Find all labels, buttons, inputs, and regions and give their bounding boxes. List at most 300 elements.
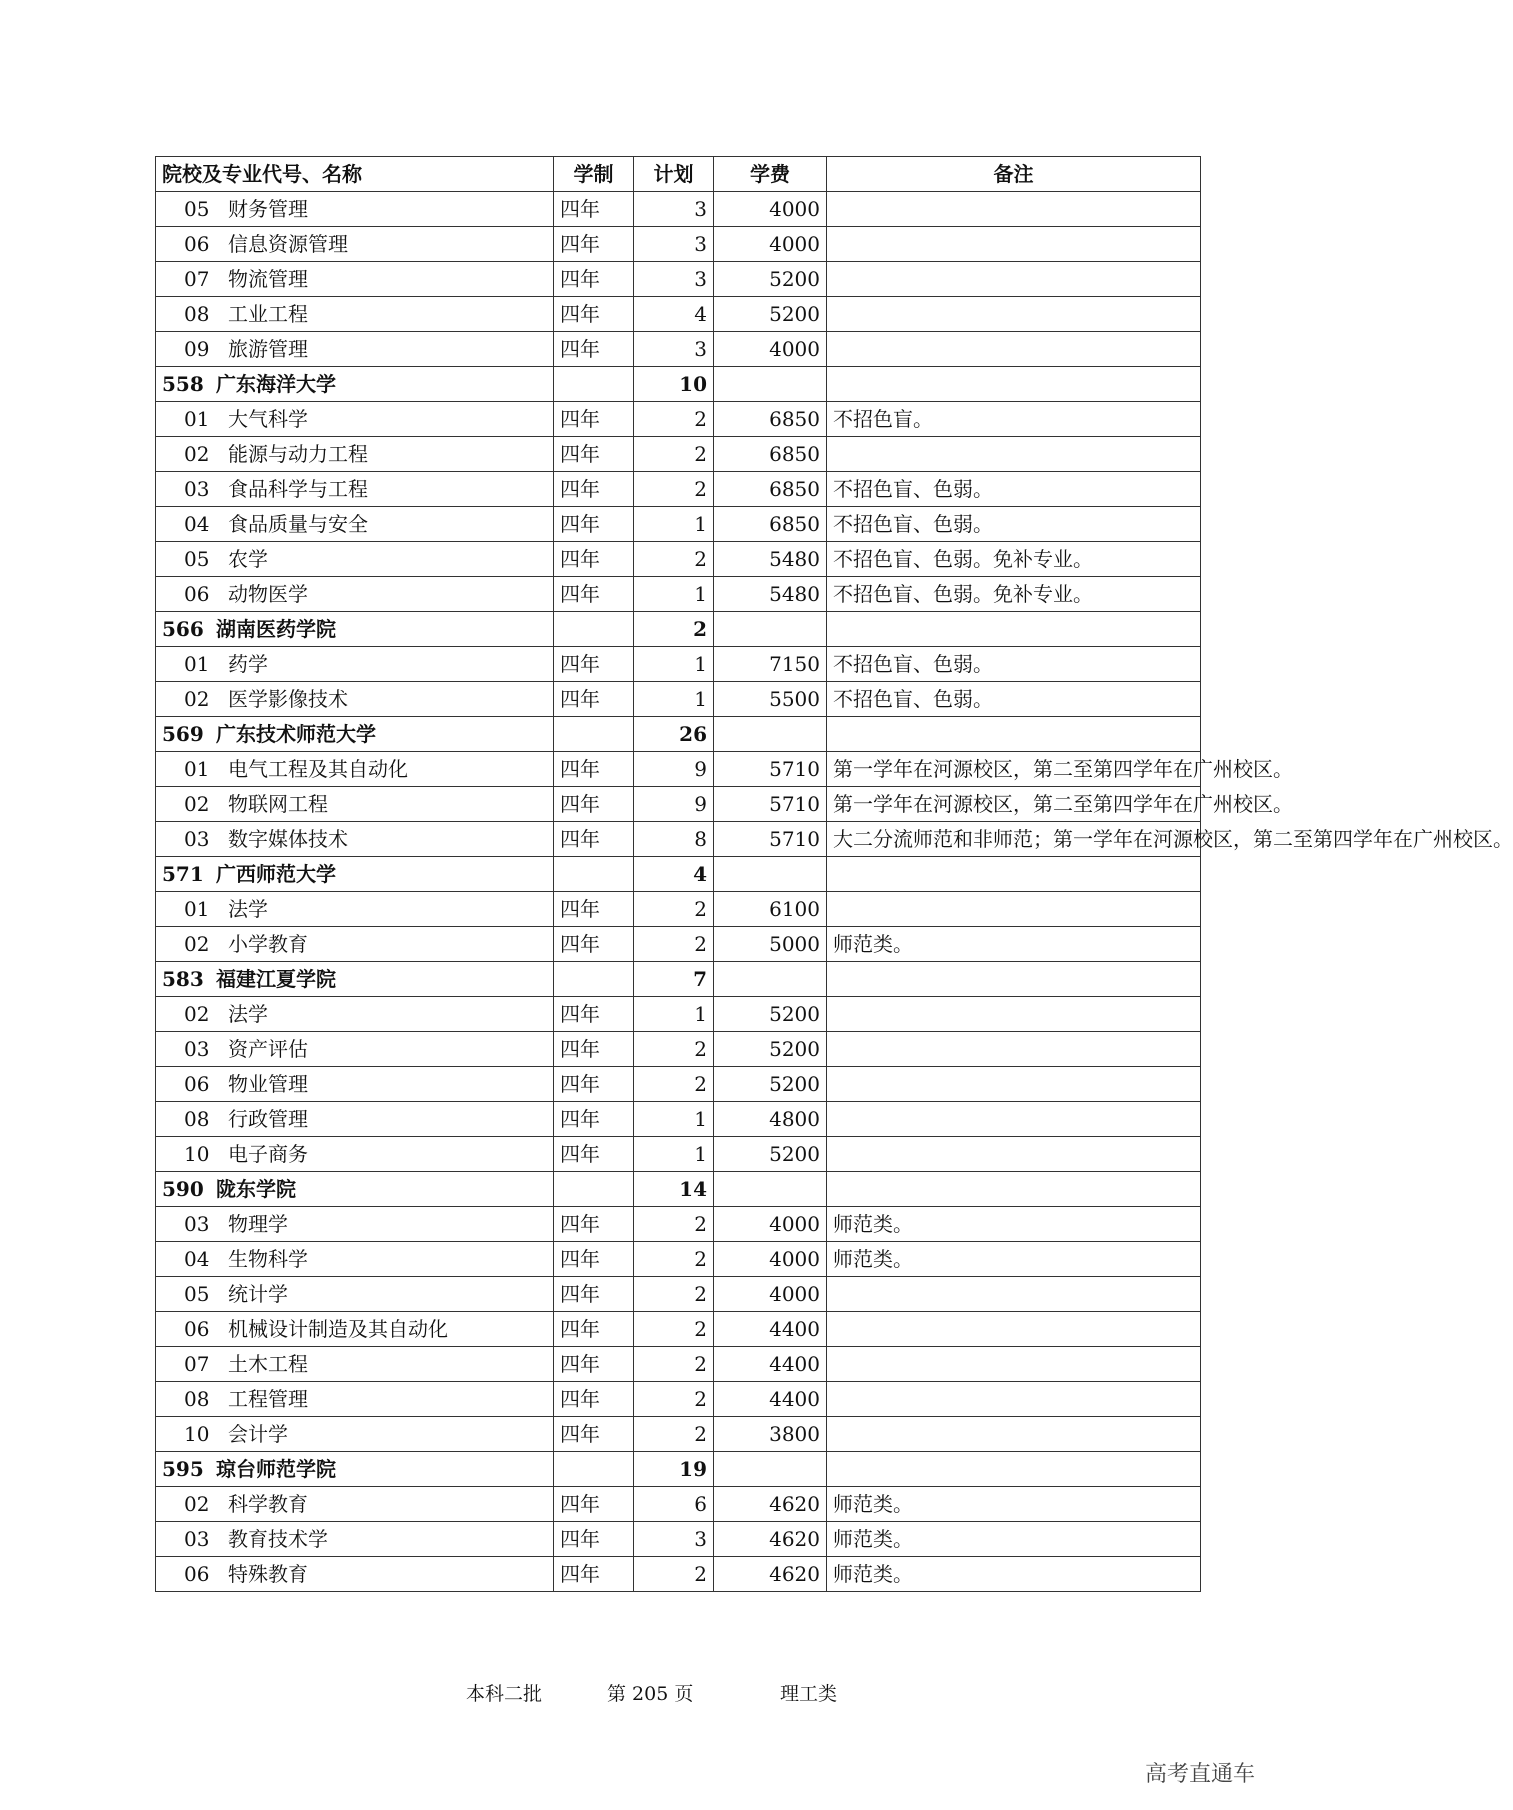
major-name: 物流管理 — [228, 267, 308, 291]
major-duration: 四年 — [554, 437, 634, 472]
institution-duration — [554, 962, 634, 997]
major-code: 02 — [184, 792, 210, 816]
major-note — [827, 1277, 1201, 1312]
major-tuition: 5200 — [714, 297, 827, 332]
institution-cell — [156, 1172, 554, 1207]
institution-note — [827, 1172, 1201, 1207]
footer-category: 理工类 — [780, 1683, 838, 1705]
major-plan: 6 — [634, 1487, 714, 1522]
major-code: 05 — [184, 197, 210, 221]
major-cell — [156, 262, 554, 297]
major-tuition: 5200 — [714, 262, 827, 297]
institution-name: 广东技术师范大学 — [216, 722, 376, 746]
major-duration: 四年 — [554, 752, 634, 787]
major-note — [827, 1382, 1201, 1417]
footer-batch: 本科二批 — [466, 1683, 543, 1705]
institution-name: 湖南医药学院 — [216, 617, 336, 641]
major-name: 机械设计制造及其自动化 — [228, 1317, 448, 1341]
institution-name: 陇东学院 — [216, 1177, 296, 1201]
institution-row — [156, 1172, 1201, 1207]
major-note — [827, 997, 1201, 1032]
institution-code: 571 — [162, 862, 204, 886]
major-duration: 四年 — [554, 1487, 634, 1522]
institution-note — [827, 367, 1201, 402]
major-duration: 四年 — [554, 542, 634, 577]
major-plan: 1 — [634, 1102, 714, 1137]
major-duration: 四年 — [554, 647, 634, 682]
major-name: 数字媒体技术 — [228, 827, 348, 851]
major-cell — [156, 577, 554, 612]
institution-duration — [554, 367, 634, 402]
major-name: 物理学 — [228, 1212, 288, 1236]
institution-code: 583 — [162, 967, 204, 991]
institution-note — [827, 717, 1201, 752]
watermark: 高考直通车 — [1144, 1762, 1255, 1787]
major-tuition: 5200 — [714, 1067, 827, 1102]
institution-row — [156, 962, 1201, 997]
major-name: 能源与动力工程 — [228, 442, 368, 466]
major-tuition: 7150 — [714, 647, 827, 682]
institution-tuition — [714, 1452, 827, 1487]
institution-code: 558 — [162, 372, 204, 396]
header-tuition: 学费 — [714, 157, 827, 192]
major-code: 06 — [184, 1072, 210, 1096]
major-plan: 9 — [634, 752, 714, 787]
footer-page-number: 第 205 页 — [607, 1683, 694, 1705]
major-cell — [156, 507, 554, 542]
major-cell — [156, 927, 554, 962]
major-plan: 3 — [634, 332, 714, 367]
major-code: 08 — [184, 302, 210, 326]
major-code: 01 — [184, 407, 210, 431]
major-cell — [156, 297, 554, 332]
major-plan: 3 — [634, 192, 714, 227]
major-plan: 2 — [634, 402, 714, 437]
major-row — [156, 1102, 1201, 1137]
major-duration: 四年 — [554, 1207, 634, 1242]
major-note — [827, 1312, 1201, 1347]
major-name: 电子商务 — [228, 1142, 308, 1166]
major-tuition: 3800 — [714, 1417, 827, 1452]
major-plan: 2 — [634, 1557, 714, 1592]
major-note — [827, 227, 1201, 262]
institution-name: 琼台师范学院 — [216, 1457, 336, 1481]
major-code: 08 — [184, 1107, 210, 1131]
major-plan: 2 — [634, 542, 714, 577]
institution-row — [156, 1452, 1201, 1487]
major-tuition: 5500 — [714, 682, 827, 717]
major-name: 工业工程 — [228, 302, 308, 326]
major-name: 科学教育 — [228, 1492, 308, 1516]
major-cell — [156, 1277, 554, 1312]
major-row — [156, 262, 1201, 297]
major-plan: 2 — [634, 1312, 714, 1347]
major-code: 04 — [184, 1247, 210, 1271]
major-cell — [156, 1382, 554, 1417]
major-note: 不招色盲、色弱。 — [827, 647, 1201, 682]
institution-plan: 19 — [634, 1452, 714, 1487]
major-name: 物联网工程 — [228, 792, 328, 816]
major-row — [156, 682, 1201, 717]
major-duration: 四年 — [554, 787, 634, 822]
major-name: 食品科学与工程 — [228, 477, 368, 501]
major-note: 师范类。 — [827, 1487, 1201, 1522]
major-note: 师范类。 — [827, 927, 1201, 962]
major-name: 农学 — [228, 547, 268, 571]
major-note — [827, 1417, 1201, 1452]
institution-duration — [554, 612, 634, 647]
major-cell — [156, 1067, 554, 1102]
institution-tuition — [714, 717, 827, 752]
major-name: 医学影像技术 — [228, 687, 348, 711]
major-note — [827, 1032, 1201, 1067]
major-row — [156, 332, 1201, 367]
major-tuition: 4000 — [714, 1242, 827, 1277]
header-plan: 计划 — [634, 157, 714, 192]
major-code: 01 — [184, 652, 210, 676]
major-duration: 四年 — [554, 1522, 634, 1557]
major-cell — [156, 1347, 554, 1382]
major-code: 02 — [184, 1002, 210, 1026]
major-plan: 2 — [634, 1207, 714, 1242]
major-cell — [156, 1312, 554, 1347]
institution-name: 广东海洋大学 — [216, 372, 336, 396]
major-duration: 四年 — [554, 927, 634, 962]
major-row — [156, 1382, 1201, 1417]
institution-cell — [156, 717, 554, 752]
major-plan: 9 — [634, 787, 714, 822]
major-cell — [156, 1032, 554, 1067]
major-row — [156, 997, 1201, 1032]
major-tuition: 5710 — [714, 752, 827, 787]
institution-row — [156, 857, 1201, 892]
major-name: 信息资源管理 — [228, 232, 348, 256]
major-cell — [156, 332, 554, 367]
major-cell — [156, 752, 554, 787]
major-row — [156, 822, 1201, 857]
major-duration: 四年 — [554, 507, 634, 542]
major-code: 01 — [184, 757, 210, 781]
major-duration: 四年 — [554, 1382, 634, 1417]
major-code: 02 — [184, 932, 210, 956]
major-code: 08 — [184, 1387, 210, 1411]
major-cell — [156, 1487, 554, 1522]
major-plan: 2 — [634, 1347, 714, 1382]
major-name: 法学 — [228, 1002, 268, 1026]
major-duration: 四年 — [554, 682, 634, 717]
major-code: 07 — [184, 267, 210, 291]
major-name: 电气工程及其自动化 — [228, 757, 408, 781]
institution-plan: 26 — [634, 717, 714, 752]
major-code: 03 — [184, 477, 210, 501]
major-name: 特殊教育 — [228, 1562, 308, 1586]
major-duration: 四年 — [554, 1137, 634, 1172]
major-cell — [156, 892, 554, 927]
institution-note — [827, 857, 1201, 892]
institution-plan: 7 — [634, 962, 714, 997]
major-duration: 四年 — [554, 1417, 634, 1452]
institution-note — [827, 962, 1201, 997]
major-tuition: 4000 — [714, 1277, 827, 1312]
major-code: 05 — [184, 547, 210, 571]
major-tuition: 4000 — [714, 332, 827, 367]
institution-row — [156, 612, 1201, 647]
major-plan: 2 — [634, 1417, 714, 1452]
major-code: 03 — [184, 827, 210, 851]
institution-plan: 14 — [634, 1172, 714, 1207]
institution-code: 566 — [162, 617, 204, 641]
major-name: 土木工程 — [228, 1352, 308, 1376]
major-plan: 4 — [634, 297, 714, 332]
major-code: 06 — [184, 1562, 210, 1586]
major-tuition: 6850 — [714, 472, 827, 507]
major-name: 药学 — [228, 652, 268, 676]
major-cell — [156, 192, 554, 227]
major-code: 02 — [184, 1492, 210, 1516]
major-note — [827, 437, 1201, 472]
major-tuition: 5200 — [714, 997, 827, 1032]
institution-code: 590 — [162, 1177, 204, 1201]
major-tuition: 6850 — [714, 437, 827, 472]
major-cell — [156, 437, 554, 472]
institution-code: 569 — [162, 722, 204, 746]
major-note: 师范类。 — [827, 1242, 1201, 1277]
major-cell — [156, 227, 554, 262]
major-name: 食品质量与安全 — [228, 512, 368, 536]
major-cell — [156, 402, 554, 437]
major-duration: 四年 — [554, 1032, 634, 1067]
major-duration: 四年 — [554, 997, 634, 1032]
major-tuition: 5000 — [714, 927, 827, 962]
major-cell — [156, 1417, 554, 1452]
major-code: 02 — [184, 442, 210, 466]
major-row — [156, 1312, 1201, 1347]
major-tuition: 6850 — [714, 507, 827, 542]
major-duration: 四年 — [554, 227, 634, 262]
institution-note — [827, 1452, 1201, 1487]
major-row — [156, 402, 1201, 437]
institution-duration — [554, 1172, 634, 1207]
major-row — [156, 192, 1201, 227]
major-duration: 四年 — [554, 1312, 634, 1347]
major-duration: 四年 — [554, 1102, 634, 1137]
major-plan: 2 — [634, 1277, 714, 1312]
major-cell — [156, 1242, 554, 1277]
major-row — [156, 647, 1201, 682]
major-name: 大气科学 — [228, 407, 308, 431]
major-note: 师范类。 — [827, 1207, 1201, 1242]
institution-row — [156, 367, 1201, 402]
major-plan: 1 — [634, 647, 714, 682]
institution-plan: 4 — [634, 857, 714, 892]
major-row — [156, 1137, 1201, 1172]
major-cell — [156, 682, 554, 717]
institution-cell — [156, 962, 554, 997]
major-note: 不招色盲、色弱。免补专业。 — [827, 577, 1201, 612]
institution-cell — [156, 612, 554, 647]
major-cell — [156, 1207, 554, 1242]
major-tuition: 4620 — [714, 1487, 827, 1522]
major-cell — [156, 1137, 554, 1172]
institution-note — [827, 612, 1201, 647]
major-duration: 四年 — [554, 402, 634, 437]
institution-name: 福建江夏学院 — [216, 967, 336, 991]
major-tuition: 4000 — [714, 1207, 827, 1242]
institution-tuition — [714, 1172, 827, 1207]
major-name: 财务管理 — [228, 197, 308, 221]
institution-cell — [156, 857, 554, 892]
major-note: 不招色盲、色弱。 — [827, 507, 1201, 542]
institution-duration — [554, 1452, 634, 1487]
major-note — [827, 1067, 1201, 1102]
major-row — [156, 437, 1201, 472]
header-note: 备注 — [827, 157, 1201, 192]
major-cell — [156, 472, 554, 507]
major-duration: 四年 — [554, 822, 634, 857]
major-plan: 3 — [634, 262, 714, 297]
major-note — [827, 1102, 1201, 1137]
major-note: 师范类。 — [827, 1522, 1201, 1557]
major-tuition: 4400 — [714, 1347, 827, 1382]
major-note — [827, 297, 1201, 332]
major-cell — [156, 1102, 554, 1137]
major-name: 小学教育 — [228, 932, 308, 956]
major-plan: 8 — [634, 822, 714, 857]
major-note — [827, 332, 1201, 367]
major-note — [827, 262, 1201, 297]
major-tuition: 6850 — [714, 402, 827, 437]
major-row — [156, 752, 1201, 787]
major-duration: 四年 — [554, 332, 634, 367]
major-plan: 1 — [634, 577, 714, 612]
major-row — [156, 542, 1201, 577]
institution-tuition — [714, 612, 827, 647]
institution-plan: 10 — [634, 367, 714, 402]
major-cell — [156, 997, 554, 1032]
major-name: 法学 — [228, 897, 268, 921]
major-row — [156, 472, 1201, 507]
major-duration: 四年 — [554, 262, 634, 297]
major-code: 10 — [184, 1422, 210, 1446]
major-row — [156, 1207, 1201, 1242]
major-name: 统计学 — [228, 1282, 288, 1306]
major-row — [156, 787, 1201, 822]
major-note — [827, 1137, 1201, 1172]
major-name: 物业管理 — [228, 1072, 308, 1096]
major-name: 动物医学 — [228, 582, 308, 606]
major-code: 06 — [184, 232, 210, 256]
major-note: 不招色盲、色弱。 — [827, 472, 1201, 507]
major-duration: 四年 — [554, 892, 634, 927]
major-plan: 1 — [634, 507, 714, 542]
major-plan: 1 — [634, 1137, 714, 1172]
major-plan: 1 — [634, 997, 714, 1032]
major-code: 09 — [184, 337, 210, 361]
major-tuition: 4620 — [714, 1522, 827, 1557]
major-row — [156, 892, 1201, 927]
major-row — [156, 1522, 1201, 1557]
major-plan: 2 — [634, 1067, 714, 1102]
major-tuition: 4000 — [714, 227, 827, 262]
major-row — [156, 1032, 1201, 1067]
major-plan: 1 — [634, 682, 714, 717]
major-plan: 2 — [634, 437, 714, 472]
major-row — [156, 297, 1201, 332]
major-duration: 四年 — [554, 1557, 634, 1592]
major-row — [156, 1417, 1201, 1452]
major-note — [827, 892, 1201, 927]
major-name: 教育技术学 — [228, 1527, 328, 1551]
major-note — [827, 192, 1201, 227]
major-tuition: 4400 — [714, 1382, 827, 1417]
major-tuition: 5710 — [714, 787, 827, 822]
institution-cell — [156, 367, 554, 402]
major-cell — [156, 647, 554, 682]
institution-plan: 2 — [634, 612, 714, 647]
major-note: 第一学年在河源校区，第二至第四学年在广州校区。 — [827, 787, 1201, 822]
major-tuition: 6100 — [714, 892, 827, 927]
major-row — [156, 1347, 1201, 1382]
major-code: 03 — [184, 1212, 210, 1236]
major-tuition: 5200 — [714, 1032, 827, 1067]
major-plan: 3 — [634, 1522, 714, 1557]
major-cell — [156, 542, 554, 577]
major-duration: 四年 — [554, 577, 634, 612]
major-code: 02 — [184, 687, 210, 711]
header-duration: 学制 — [554, 157, 634, 192]
major-duration: 四年 — [554, 1067, 634, 1102]
major-tuition: 5710 — [714, 822, 827, 857]
major-name: 会计学 — [228, 1422, 288, 1446]
major-name: 生物科学 — [228, 1247, 308, 1271]
major-note — [827, 1347, 1201, 1382]
institution-row — [156, 717, 1201, 752]
major-note: 不招色盲、色弱。免补专业。 — [827, 542, 1201, 577]
major-row — [156, 927, 1201, 962]
major-plan: 2 — [634, 927, 714, 962]
major-note: 大二分流师范和非师范；第一学年在河源校区，第二至第四学年在广州校区。 — [827, 822, 1201, 857]
major-name: 资产评估 — [228, 1037, 308, 1061]
major-row — [156, 507, 1201, 542]
major-plan: 2 — [634, 1382, 714, 1417]
major-code: 03 — [184, 1527, 210, 1551]
major-row — [156, 577, 1201, 612]
major-row — [156, 1557, 1201, 1592]
institution-tuition — [714, 962, 827, 997]
major-tuition: 4000 — [714, 192, 827, 227]
major-code: 06 — [184, 582, 210, 606]
major-duration: 四年 — [554, 1347, 634, 1382]
major-tuition: 4800 — [714, 1102, 827, 1137]
major-cell — [156, 1522, 554, 1557]
major-code: 04 — [184, 512, 210, 536]
institution-tuition — [714, 367, 827, 402]
major-plan: 2 — [634, 1242, 714, 1277]
major-cell — [156, 822, 554, 857]
major-code: 05 — [184, 1282, 210, 1306]
major-code: 10 — [184, 1142, 210, 1166]
major-plan: 2 — [634, 1032, 714, 1067]
admission-plan-table — [155, 156, 1513, 1592]
institution-name: 广西师范大学 — [216, 862, 336, 886]
major-name: 旅游管理 — [228, 337, 308, 361]
major-plan: 3 — [634, 227, 714, 262]
page-footer — [0, 1679, 1280, 1709]
major-tuition: 4400 — [714, 1312, 827, 1347]
major-duration: 四年 — [554, 192, 634, 227]
institution-duration — [554, 717, 634, 752]
major-note: 第一学年在河源校区，第二至第四学年在广州校区。 — [827, 752, 1201, 787]
